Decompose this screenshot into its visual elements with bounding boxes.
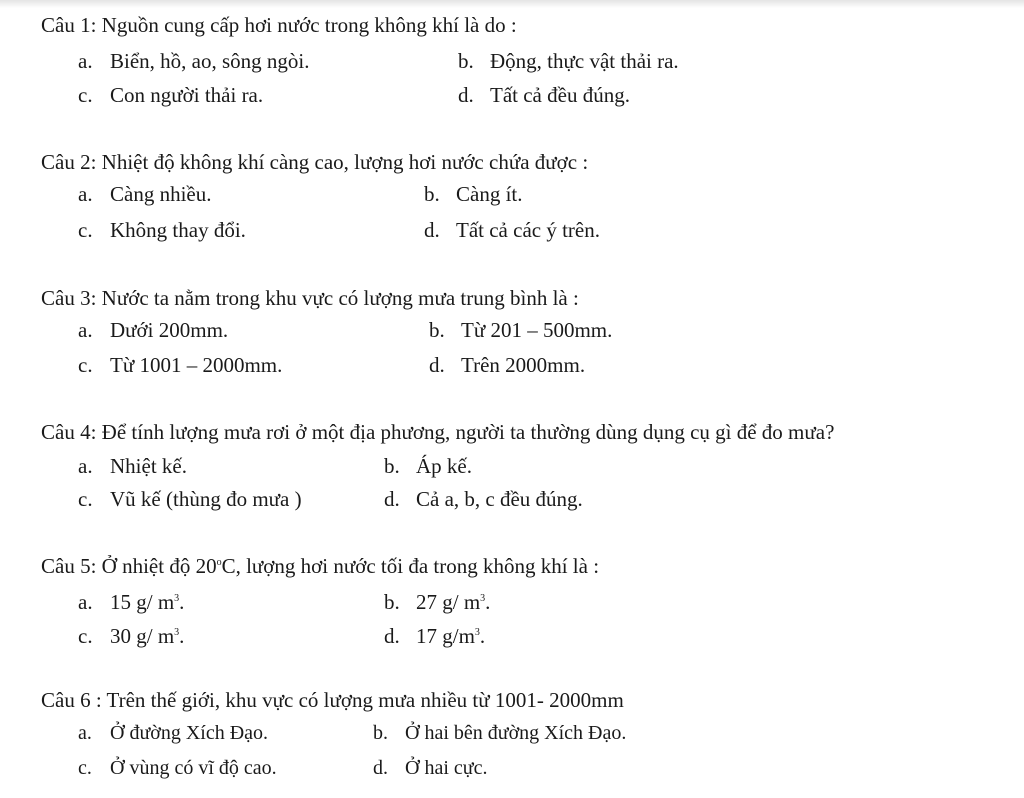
option-label: b.	[384, 590, 400, 614]
option-label: d.	[384, 624, 400, 648]
option-text: Áp kế.	[416, 454, 472, 478]
option-text: Từ 1001 – 2000mm.	[110, 353, 283, 377]
title-text-before-degree: Câu 5: Ở nhiệt độ 20	[41, 554, 217, 578]
question-4-option-c[interactable]	[78, 487, 302, 511]
option-label: d.	[373, 757, 388, 779]
question-4	[0, 420, 1024, 530]
question-5-option-a[interactable]	[78, 590, 184, 614]
question-6-option-a[interactable]	[78, 721, 268, 745]
question-3-title: Câu 3: Nước ta nằm trong khu vực có lượng mưa trung bình là :	[41, 286, 579, 310]
option-text: Vũ kế (thùng đo mưa )	[110, 487, 302, 511]
question-6-title: Câu 6 : Trên thế giới, khu vực có lượng mưa nhiều từ 1001- 2000mm	[41, 688, 624, 712]
question-6	[0, 688, 1024, 798]
option-text: Nhiệt kế.	[110, 454, 187, 478]
superscript-3: 3	[174, 593, 180, 604]
question-2-option-c[interactable]	[78, 218, 246, 242]
question-4-option-d[interactable]	[384, 487, 583, 511]
question-2	[0, 150, 1024, 260]
option-text: Biển, hồ, ao, sông ngòi.	[110, 49, 310, 73]
question-3-option-c[interactable]	[78, 353, 282, 377]
option-label: a.	[78, 49, 93, 73]
question-1-option-c[interactable]	[78, 83, 263, 107]
question-6-option-b[interactable]	[373, 721, 626, 745]
top-edge-shadow	[0, 0, 1024, 8]
option-label: b.	[373, 722, 388, 744]
question-4-option-a[interactable]	[78, 454, 187, 478]
option-text: Ở đường Xích Đạo.	[110, 722, 269, 744]
title-text-after-degree: C, lượng hơi nước tối đa trong không khí là :	[221, 554, 600, 578]
question-5	[0, 554, 1024, 664]
option-label: c.	[78, 353, 93, 377]
option-label: b.	[429, 318, 445, 342]
question-4-option-b[interactable]	[384, 454, 472, 478]
question-1-option-d[interactable]	[458, 83, 630, 107]
option-text: Càng ít.	[456, 182, 523, 206]
option-label: a.	[78, 722, 92, 744]
option-text: Trên 2000mm.	[461, 353, 586, 377]
question-6-option-d[interactable]	[373, 756, 487, 780]
superscript-3: 3	[174, 627, 180, 638]
option-text: Dưới 200mm.	[110, 318, 229, 342]
question-5-option-c[interactable]	[78, 624, 184, 648]
option-label: b.	[424, 182, 440, 206]
question-3	[0, 286, 1024, 396]
option-label: a.	[78, 182, 93, 206]
option-label: a.	[78, 590, 93, 614]
option-tail: .	[179, 624, 185, 648]
option-label: d.	[384, 487, 400, 511]
option-text: Con người thải ra.	[110, 83, 264, 107]
question-3-option-d[interactable]	[429, 353, 585, 377]
question-6-option-c[interactable]	[78, 756, 277, 780]
option-label: b.	[384, 454, 400, 478]
question-2-option-b[interactable]	[424, 182, 523, 206]
question-5-option-b[interactable]	[384, 590, 490, 614]
option-label: c.	[78, 624, 93, 648]
option-label: c.	[78, 757, 92, 779]
option-label: a.	[78, 318, 93, 342]
option-text: Động, thực vật thải ra.	[490, 49, 679, 73]
option-label: d.	[424, 218, 440, 242]
degree-mark: o	[216, 557, 222, 568]
option-text: 27 g/ m	[416, 590, 481, 614]
option-text: Tất cả đều đúng.	[490, 83, 630, 107]
option-label: b.	[458, 49, 474, 73]
option-label: a.	[78, 454, 93, 478]
question-1-title: Câu 1: Nguồn cung cấp hơi nước trong không khí là do :	[41, 13, 517, 37]
option-text: Tất cả các ý trên.	[456, 218, 600, 242]
superscript-3: 3	[474, 627, 480, 638]
question-2-option-d[interactable]	[424, 218, 600, 242]
question-3-option-b[interactable]	[429, 318, 612, 342]
question-2-option-a[interactable]	[78, 182, 211, 206]
question-2-title: Câu 2: Nhiệt độ không khí càng cao, lượng hơi nước chứa được :	[41, 150, 589, 174]
option-label: c.	[78, 487, 93, 511]
option-text: 17 g/m	[416, 624, 475, 648]
option-text: Cả a, b, c đều đúng.	[416, 487, 583, 511]
superscript-3: 3	[480, 593, 486, 604]
option-label: c.	[78, 83, 93, 107]
question-1-option-b[interactable]	[458, 49, 679, 73]
option-text: Ở hai bên đường Xích Đạo.	[405, 722, 627, 744]
option-text: 30 g/ m	[110, 624, 175, 648]
option-text: Không thay đổi.	[110, 218, 246, 242]
option-text: Ở hai cực.	[405, 757, 488, 779]
option-label: d.	[429, 353, 445, 377]
question-1	[0, 13, 1024, 123]
option-tail: .	[485, 590, 491, 614]
question-1-option-a[interactable]	[78, 49, 310, 73]
question-3-option-a[interactable]	[78, 318, 228, 342]
question-5-title	[41, 554, 599, 578]
option-label: d.	[458, 83, 474, 107]
option-label: c.	[78, 218, 93, 242]
option-text: Càng nhiều.	[110, 182, 212, 206]
question-4-title: Câu 4: Để tính lượng mưa rơi ở một địa phương, người ta thường dùng dụng cụ gì để đo mưa?	[41, 420, 835, 444]
option-tail: .	[479, 624, 486, 648]
option-tail: .	[179, 590, 185, 614]
option-text: 15 g/ m	[110, 590, 175, 614]
question-5-option-d[interactable]	[384, 624, 485, 648]
option-text: Ở vùng có vĩ độ cao.	[110, 757, 277, 779]
option-text: Từ 201 – 500mm.	[461, 318, 613, 342]
